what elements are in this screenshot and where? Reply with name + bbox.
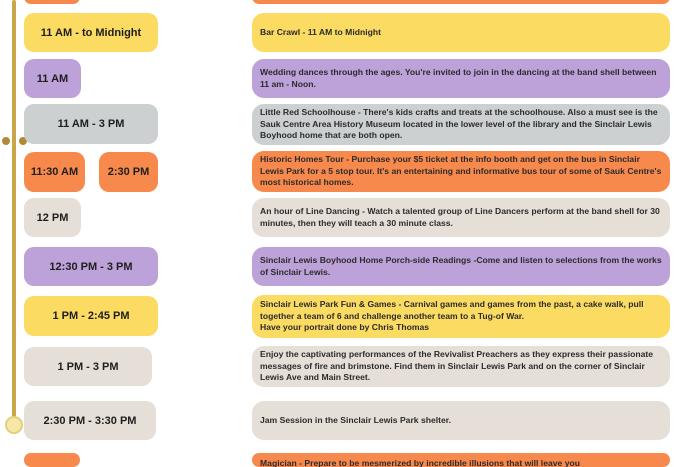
event-text: Little Red Schoolhouse - There's kids crafts and treats at the schoolhouse. Also a must see is the Sauk Centre Area History Museum located in the lower level of the library and the Sinclair Lewis Boyhood home that are both open. [260, 107, 658, 141]
time-pill: 1 PM - 2:45 PM [24, 296, 158, 336]
timeline-bead [2, 137, 10, 145]
event-box [252, 104, 670, 145]
time-pill: 11:30 AM [24, 152, 85, 192]
event-box [252, 59, 670, 98]
time-pill: 12 PM [24, 198, 81, 237]
timeline-line [12, 0, 16, 428]
event-text: Bar Crawl - 11 AM to Midnight [260, 26, 381, 37]
time-pill: 11 AM - to Midnight [24, 13, 158, 52]
time-pill-bottom-partial [24, 453, 80, 467]
time-pill: 11 AM [24, 59, 81, 98]
time-pill: 2:30 PM - 3:30 PM [24, 401, 156, 440]
event-text: Sinclair Lewis Park Fun & Games - Carnival games and games from the past, a cake walk, pull together a team of 6 and challenge another team to a Tug-of War. [260, 299, 644, 321]
event-text: Enjoy the captivating performances of the Revivalist Preachers as they express their passionate messages of fire and brimstone. Find them in Sinclair Lewis Park and on the corner of Sinclair Lewis Ave and Main Street. [260, 349, 654, 383]
event-box [252, 247, 670, 286]
event-box [252, 346, 670, 387]
event-box [252, 198, 670, 237]
event-box [252, 13, 670, 52]
timeline-end-dot [5, 416, 23, 434]
event-box [252, 295, 670, 338]
event-box [252, 151, 670, 192]
event-box [252, 453, 670, 467]
event-box-top-partial [252, 0, 670, 4]
event-text: An hour of Line Dancing - Watch a talented group of Line Dancers perform at the band shell for 30 minutes, then they will teach a 30 minute class. [260, 206, 660, 228]
time-pill: 2:30 PM [99, 152, 158, 192]
event-text: Historic Homes Tour - Purchase your $5 ticket at the info booth and get on the bus in Sinclair Lewis Park for a 5 stop tour. It's an entertaining and informative bus tour of some of Sauk Centre's most historical homes. [260, 154, 662, 188]
event-text: Jam Session in the Sinclair Lewis Park shelter. [260, 414, 452, 425]
event-text: Wedding dances through the ages. You're invited to join in the dancing at the band shell between 11 am - Noon. [260, 67, 657, 89]
event-text: Sinclair Lewis Boyhood Home Porch-side Readings -Come and listen to selections from the works of Sinclair Lewis. [260, 255, 662, 277]
event-box [252, 401, 670, 440]
time-pill-top-partial [24, 0, 80, 4]
time-pill: 1 PM - 3 PM [24, 347, 152, 386]
time-pill: 12:30 PM - 3 PM [24, 247, 158, 286]
event-text: Magician - Prepare to be mesmerized by incredible illusions that will leave you [260, 458, 580, 467]
time-pill: 11 AM - 3 PM [24, 104, 158, 144]
event-text: Have your portrait done by Chris Thomas [260, 322, 430, 333]
